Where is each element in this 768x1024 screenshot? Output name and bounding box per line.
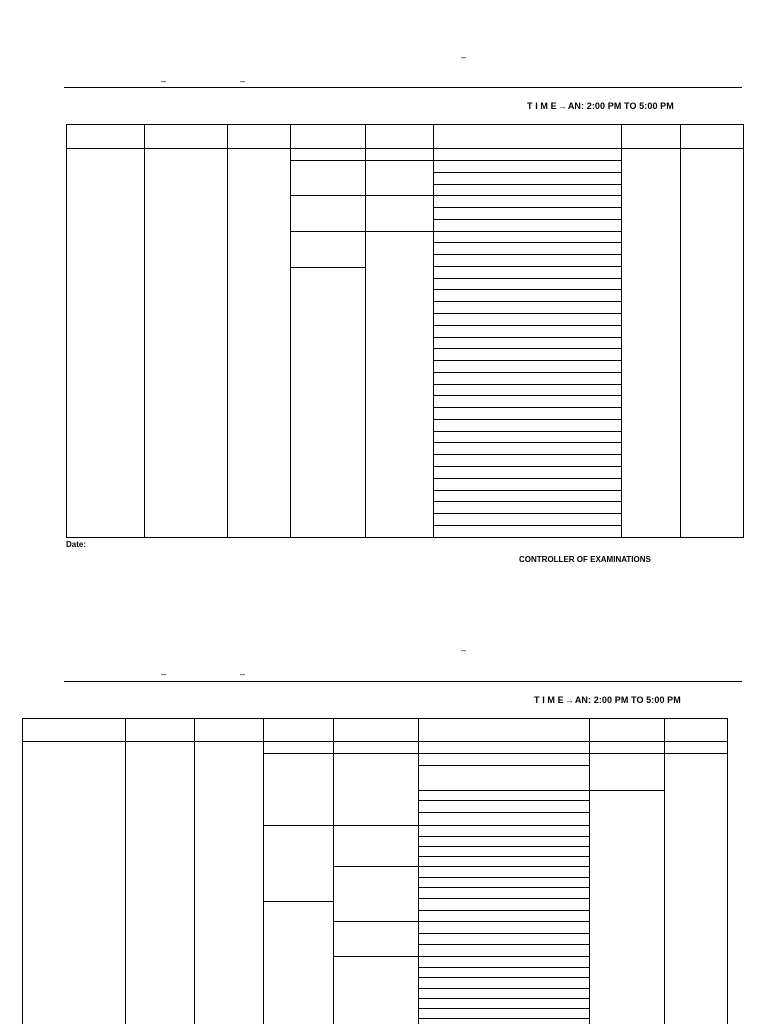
time-value: AN: 2:00 PM TO 5:00 PM <box>567 101 674 111</box>
date-label: Date: <box>66 540 87 549</box>
time-label: T I M E <box>534 695 564 705</box>
dash-mark: – <box>461 52 467 62</box>
dash-mark: – <box>161 669 167 679</box>
time-label: T I M E <box>527 101 557 111</box>
arrow-icon: → <box>557 101 567 111</box>
arrow-icon: → <box>564 695 574 705</box>
signature-title: CONTROLLER OF EXAMINATIONS <box>519 555 651 564</box>
dash-mark: – <box>461 645 467 655</box>
dash-mark: – <box>240 669 246 679</box>
time-value: AN: 2:00 PM TO 5:00 PM <box>574 695 681 705</box>
dash-mark: – <box>161 76 167 86</box>
dash-mark: – <box>240 76 246 86</box>
